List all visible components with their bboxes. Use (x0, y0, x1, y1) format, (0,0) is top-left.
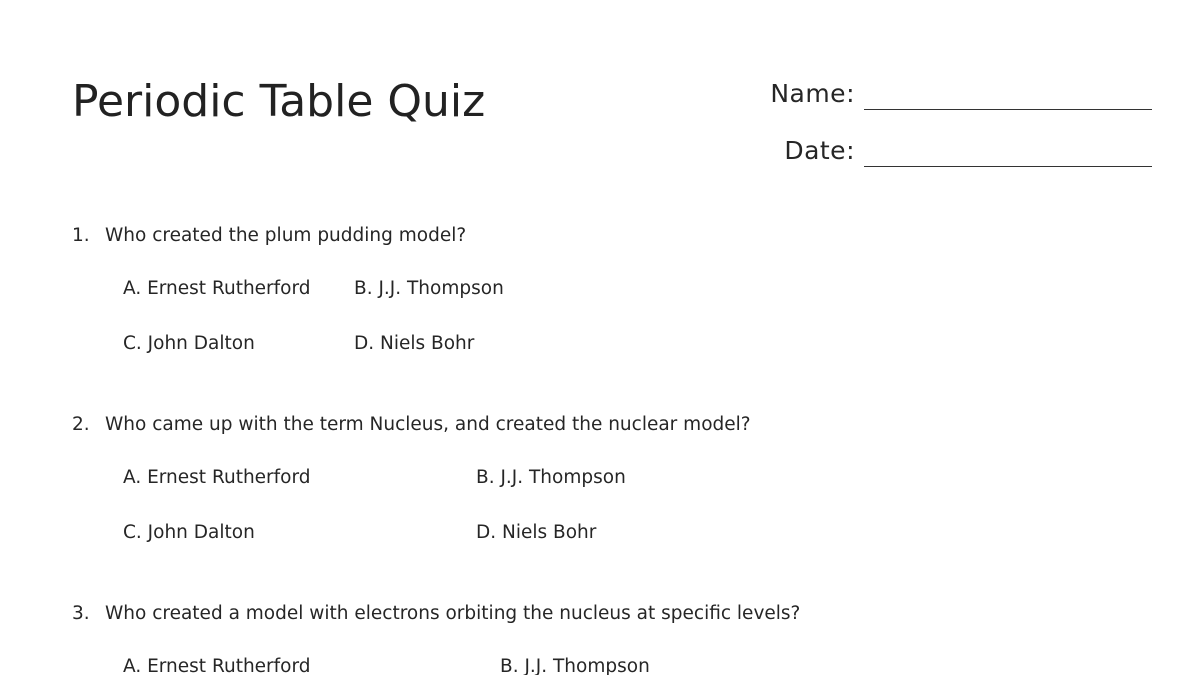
name-label: Name: (770, 79, 855, 108)
question-number: 1. (72, 225, 90, 246)
q1-option-d: D. Niels Bohr (354, 333, 475, 354)
q1-option-a: A. Ernest Rutherford (123, 278, 311, 299)
question-number: 3. (72, 603, 90, 624)
q1-option-c: C. John Dalton (123, 333, 255, 354)
q3-option-a: A. Ernest Rutherford (123, 656, 311, 675)
q2-option-c: C. John Dalton (123, 522, 255, 543)
q2-option-d: D. Niels Bohr (476, 522, 597, 543)
question-2 (72, 413, 751, 437)
question-1 (72, 224, 466, 248)
question-text: Who created the plum pudding model? (105, 225, 467, 246)
q2-option-a: A. Ernest Rutherford (123, 467, 311, 488)
page-title: Periodic Table Quiz (72, 76, 486, 127)
question-text: Who created a model with electrons orbiting the nucleus at specific levels? (105, 603, 801, 624)
question-number: 2. (72, 414, 90, 435)
q1-option-b: B. J.J. Thompson (354, 278, 504, 299)
question-3 (72, 602, 800, 626)
date-label: Date: (784, 136, 855, 165)
name-field (770, 78, 1152, 110)
question-text: Who came up with the term Nucleus, and created the nuclear model? (105, 414, 751, 435)
date-field (784, 135, 1152, 167)
date-blank-line (864, 161, 1152, 167)
q2-option-b: B. J.J. Thompson (476, 467, 626, 488)
name-blank-line (864, 104, 1152, 110)
q3-option-b: B. J.J. Thompson (500, 656, 650, 675)
